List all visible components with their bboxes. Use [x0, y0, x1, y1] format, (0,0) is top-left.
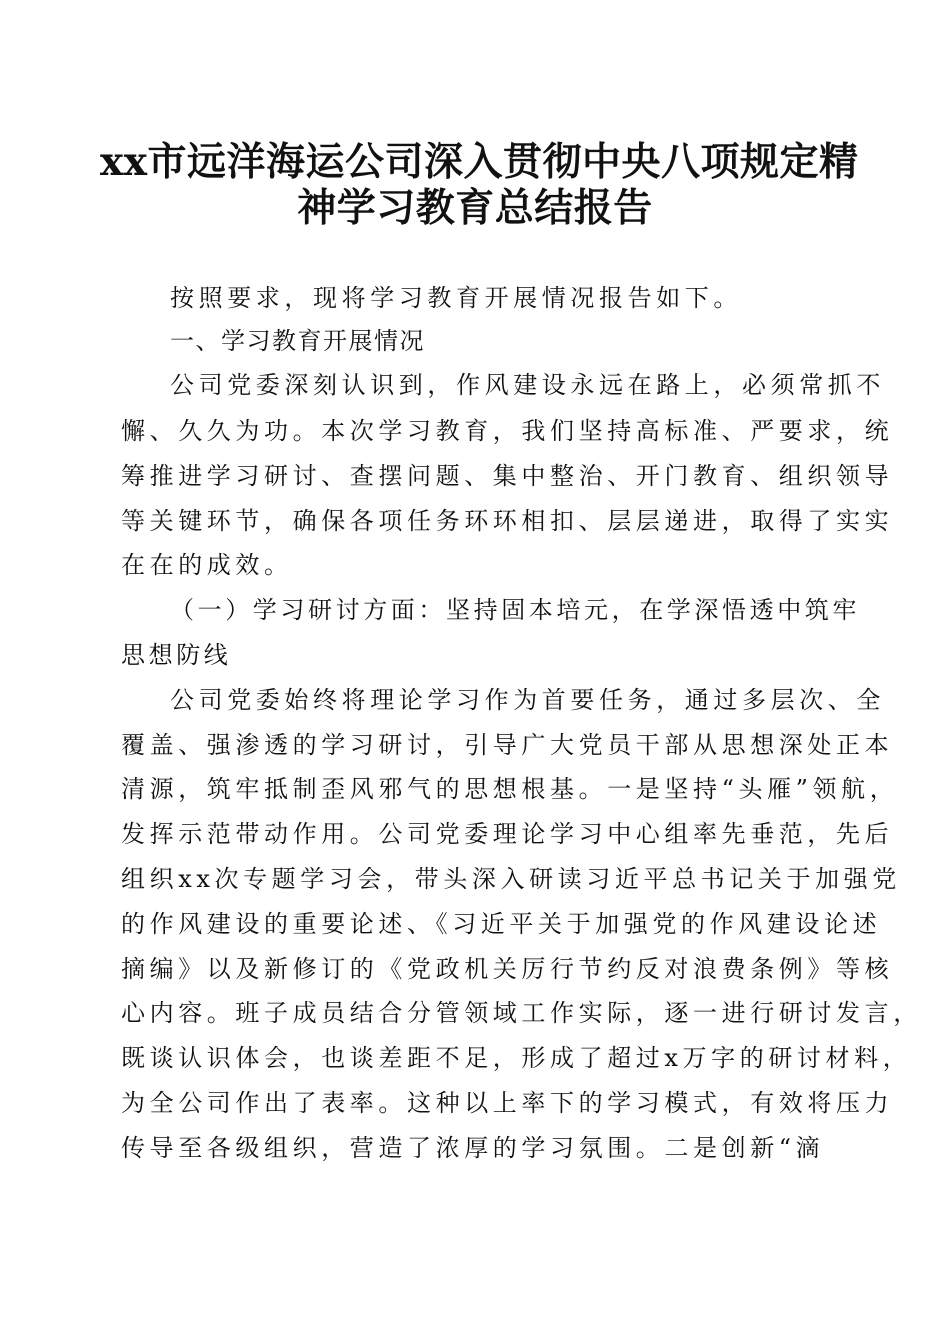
- paragraph-1-line: 在在的成效。: [121, 551, 293, 579]
- paragraph-1-line: 等关键环节，确保各项任务环环相扣、层层递进，取得了实实: [121, 507, 894, 535]
- document-title-line-1: xx市远洋海运公司深入贯彻中央八项规定精: [100, 139, 859, 185]
- paragraph-2-line: 心内容。班子成员结合分管领域工作实际，逐一进行研讨发言，: [121, 999, 922, 1027]
- paragraph-2-line: 既谈认识体会，也谈差距不足，形成了超过x万字的研讨材料，: [121, 1044, 912, 1072]
- paragraph-2-line: 发挥示范带动作用。公司党委理论学习中心组率先垂范，先后: [121, 820, 894, 848]
- subheading-1-line: （一）学习研讨方面：坚持固本培元，在学深悟透中筑牢: [170, 596, 860, 624]
- paragraph-2-line: 清源，筑牢抵制歪风邪气的思想根基。一是坚持“头雁”领航，: [121, 775, 899, 803]
- paragraph-1-line: 懈、久久为功。本次学习教育，我们坚持高标准、严要求，统: [121, 417, 894, 445]
- paragraph-2-line: 传导至各级组织，营造了浓厚的学习氛围。二是创新“滴: [121, 1134, 825, 1162]
- document-title-line-2: 神学习教育总结报告: [297, 185, 653, 231]
- paragraph-1-line: 筹推进学习研讨、查摆问题、集中整治、开门教育、组织领导: [121, 462, 894, 490]
- intro-paragraph: 按照要求，现将学习教育开展情况报告如下。: [170, 284, 742, 312]
- paragraph-2-line: 的作风建设的重要论述、《习近平关于加强党的作风建设论述: [121, 910, 882, 938]
- paragraph-2-line: 公司党委始终将理论学习作为首要任务，通过多层次、全: [170, 686, 885, 714]
- paragraph-1-line: 公司党委深刻认识到，作风建设永远在路上，必须常抓不: [170, 371, 885, 399]
- subheading-1-line: 思想防线: [121, 641, 232, 669]
- paragraph-2-line: 覆盖、强渗透的学习研讨，引导广大党员干部从思想深处正本: [121, 731, 894, 759]
- section-heading-1: 一、学习教育开展情况: [170, 327, 425, 355]
- paragraph-2-line: 为全公司作出了表率。这种以上率下的学习模式，有效将压力: [121, 1089, 894, 1117]
- paragraph-2-line: 组织xx次专题学习会，带头深入研读习近平总书记关于加强党: [121, 865, 901, 893]
- paragraph-2-line: 摘编》以及新修订的《党政机关厉行节约反对浪费条例》等核: [121, 955, 894, 983]
